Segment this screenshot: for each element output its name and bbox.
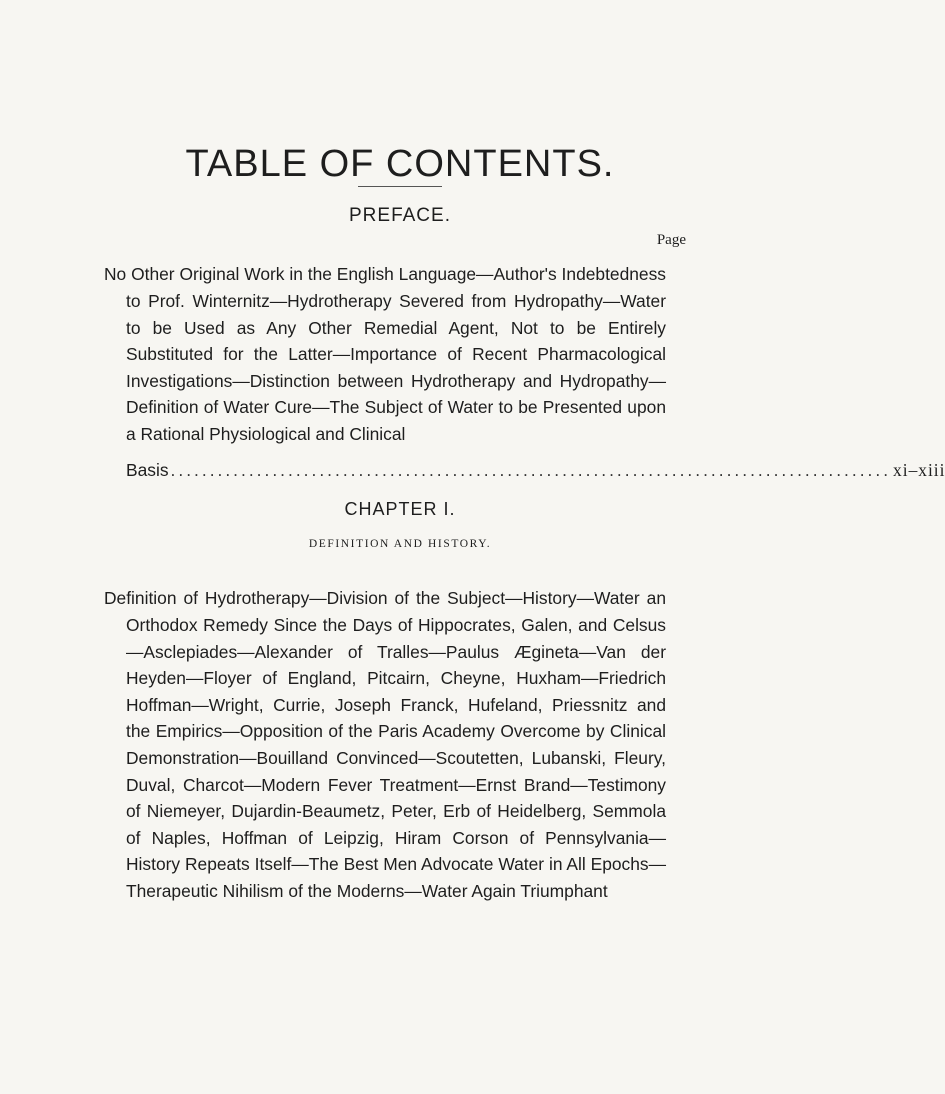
preface-page-range: xi–xiii <box>893 460 945 480</box>
chapter-1-summary: Definition of Hydrotherapy—Division of the Subject—History—Water an Orthodox Remedy Since the Days of Hippocrates, Galen, and Celsus—Asclepiades—Alexander of Tralles—Paulus Ægineta—Van der Heyden—Floyer of England, Pitcairn, Cheyne, Huxham—Friedrich Hoffman—Wright, Currie, Joseph Franck, Hufeland, Priessnitz and the Empirics—Opposition of the Paris Academy Overcome by Clinical Demonstration—Bouilland Convinced—Scoutetten, Lubanski, Fleury, Duval, Charcot—Modern Fever Treatment—Ernst Brand—Testimony of Niemeyer, Dujardin-Beaumetz, Peter, Erb of Heidelberg, Semmola of Naples, Hoffman of Leipzig, Hiram Corson of Pennsylvania—History Repeats Itself—The Best Men Advocate Water in All Epochs—Therapeutic Nihilism of the Moderns—Water Again Triumphant <box>104 588 666 901</box>
title-divider <box>358 186 442 187</box>
preface-heading: PREFACE. <box>349 205 451 226</box>
preface-summary: No Other Original Work in the English Language—Author's Indebtedness to Prof. Winternitz—Hydrotherapy Severed from Hydropathy—Water to be Used as Any Other Remedial Agent, Not to be Entirely Substituted for the Latter—Importance of Recent Pharmacological Investigations—Distinction between Hydrotherapy and Hydropathy—Definition of Water Cure—The Subject of Water to be Presented upon a Rational Physiological and Clinical <box>104 264 666 444</box>
chapter-1-heading: CHAPTER I. <box>344 499 456 519</box>
chapter-1-subtitle: DEFINITION AND HISTORY. <box>308 538 492 550</box>
dot-leader: ............................................................................................ <box>170 460 892 480</box>
preface-leader-line <box>126 457 945 484</box>
page-title: TABLE OF CONTENTS. <box>185 143 615 186</box>
preface-last-word: Basis <box>126 460 169 480</box>
page-column-label: Page <box>656 232 686 248</box>
